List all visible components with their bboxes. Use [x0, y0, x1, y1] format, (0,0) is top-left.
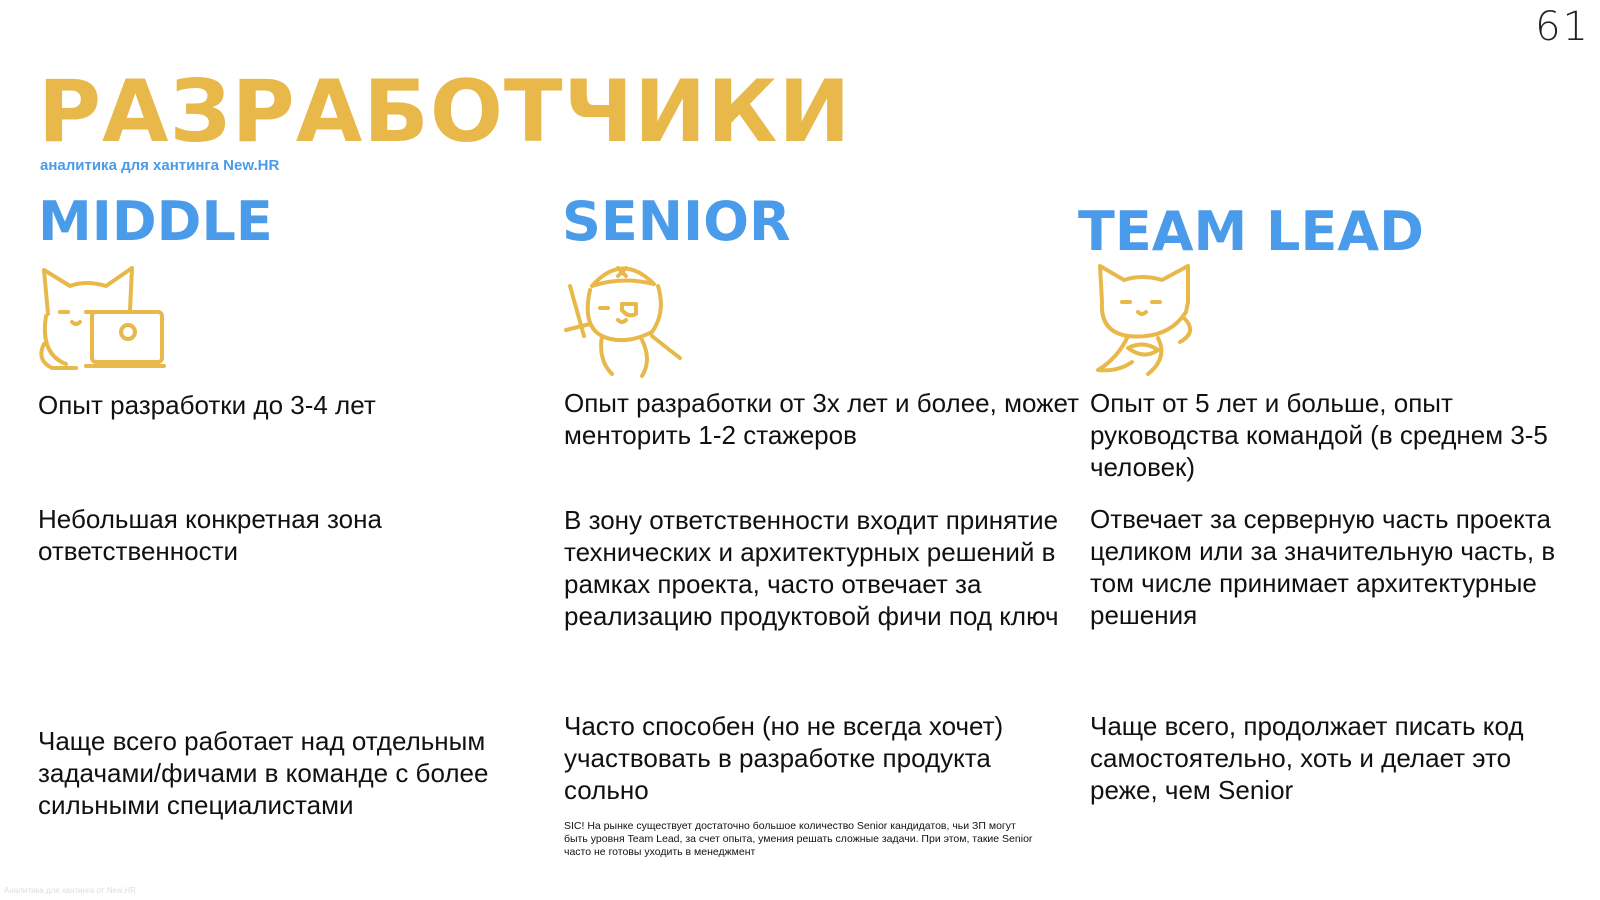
page-subtitle: аналитика для хантинга New.HR: [40, 157, 280, 174]
team-lead-work: Чаще всего, продолжает писать код самостоятельно, хоть и делает это реже, чем Senior: [1090, 711, 1524, 805]
senior-work: Часто способен (но не всегда хочет) участвовать в разработке продукта сольно: [564, 711, 1004, 805]
level-heading-senior: SENIOR: [562, 190, 791, 253]
page-number: 61: [1535, 4, 1590, 50]
team-lead-experience: Опыт от 5 лет и больше, опыт руководства командой (в среднем 3-5 человек): [1090, 388, 1548, 482]
senior-responsibility: В зону ответственности входит принятие технических и архитектурных решений в рамках проекта, часто отвечает за реализацию продуктовой фичи под ключ: [564, 505, 1059, 631]
level-heading-middle: MIDDLE: [38, 190, 273, 253]
cat-with-laptop-icon: [36, 264, 168, 380]
middle-work: Чаще всего работает над отдельным задачами/фичами в команде с более сильными специалистами: [38, 726, 489, 820]
superhero-cat-icon: [1088, 262, 1200, 382]
middle-responsibility: Небольшая конкретная зона ответственности: [38, 504, 382, 566]
footer-text: Аналитика для хантинга от New.HR: [4, 886, 136, 895]
pirate-cat-icon: [562, 256, 686, 386]
team-lead-responsibility: Отвечает за серверную часть проекта целиком или за значительную часть, в том числе принимает архитектурные решения: [1090, 504, 1556, 630]
senior-work-block: [564, 710, 1080, 859]
middle-experience: Опыт разработки до 3-4 лет: [38, 390, 376, 420]
page-title: РАЗРАБОТЧИКИ: [38, 62, 852, 162]
level-heading-team-lead: TEAM LEAD: [1078, 200, 1424, 263]
senior-experience: Опыт разработки от 3х лет и более, может менторить 1-2 стажеров: [564, 388, 1080, 450]
senior-note: SIC! На рынке существует достаточно большое количество Senior кандидатов, чьи ЗП могут быть уровня Team Lead, за счет опыта, умения решать сложные задачи. При этом, такие Senior часто не готовы уходить в менеджмент: [564, 820, 1033, 858]
